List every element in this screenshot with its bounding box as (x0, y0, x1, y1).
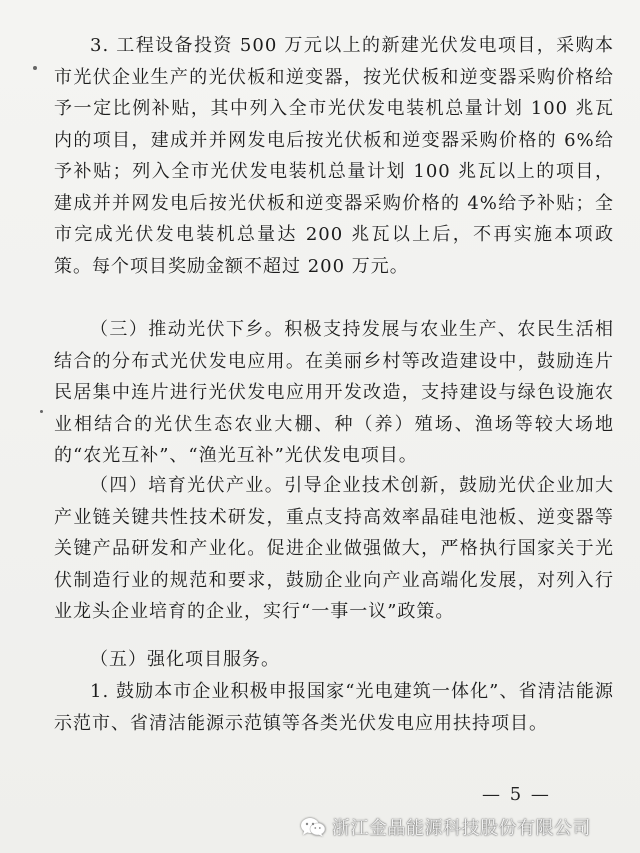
watermark-text: 浙江金晶能源科技股份有限公司 (332, 818, 591, 839)
paragraph-section-3-rural-pv: （三）推动光伏下乡。积极支持发展与农业生产、农民生活相结合的分布式光伏发电应用。在美丽乡村等改造建设中，鼓励连片民居集中连片进行光伏发电应用开发改造，支持建设与绿色设施农业相结合的光伏生态农业大棚、种（养）殖场、渔场等较大场地的“农光互补”、“渔光互补”光伏发电项目。 (54, 319, 614, 466)
paragraph-item-3: 3. 工程设备投资 500 万元以上的新建光伏发电项目，采购本市光伏企业生产的光伏板和逆变器，按光伏板和逆变器采购价格给予一定比例补贴，其中列入全市光伏发电装机总量计划 100 兆瓦内的项目，建成并并网发电后按光伏板和逆变器采购价格的 6%给予补贴；列入全市光伏发电装机总量计划 100 兆瓦以上的项目，建成并并网发电后按光伏板和逆变器采购价格的 4%给予补贴；全市完成光伏发电装机总量达 200 兆瓦以上后，不再实施本项政策。每个项目奖励金额不超过 200 万元。 (54, 35, 614, 277)
paragraph-section-5-heading: （五）强化项目服务。 (90, 649, 280, 670)
scan-speck (33, 66, 37, 70)
scan-speck (40, 410, 43, 413)
paragraph-item-1: 1. 鼓励本市企业积极申报国家“光电建筑一体化”、省清洁能源示范市、省清洁能源示范镇等各类光伏发电应用扶持项目。 (54, 681, 614, 734)
watermark (300, 814, 591, 840)
paragraph-section-4-pv-industry: （四）培育光伏产业。引导企业技术创新，鼓励光伏企业加大产业链关键共性技术研发，重点支持高效率晶硅电池板、逆变器等关键产品研发和产业化。促进企业做强做大，严格执行国家关于光伏制造行业的规范和要求，鼓励企业向产业高端化发展，对列入行业龙头企业培育的企业，实行“一事一议”政策。 (54, 475, 614, 622)
wechat-icon (300, 817, 326, 837)
page-number: — 5 — (482, 784, 551, 805)
